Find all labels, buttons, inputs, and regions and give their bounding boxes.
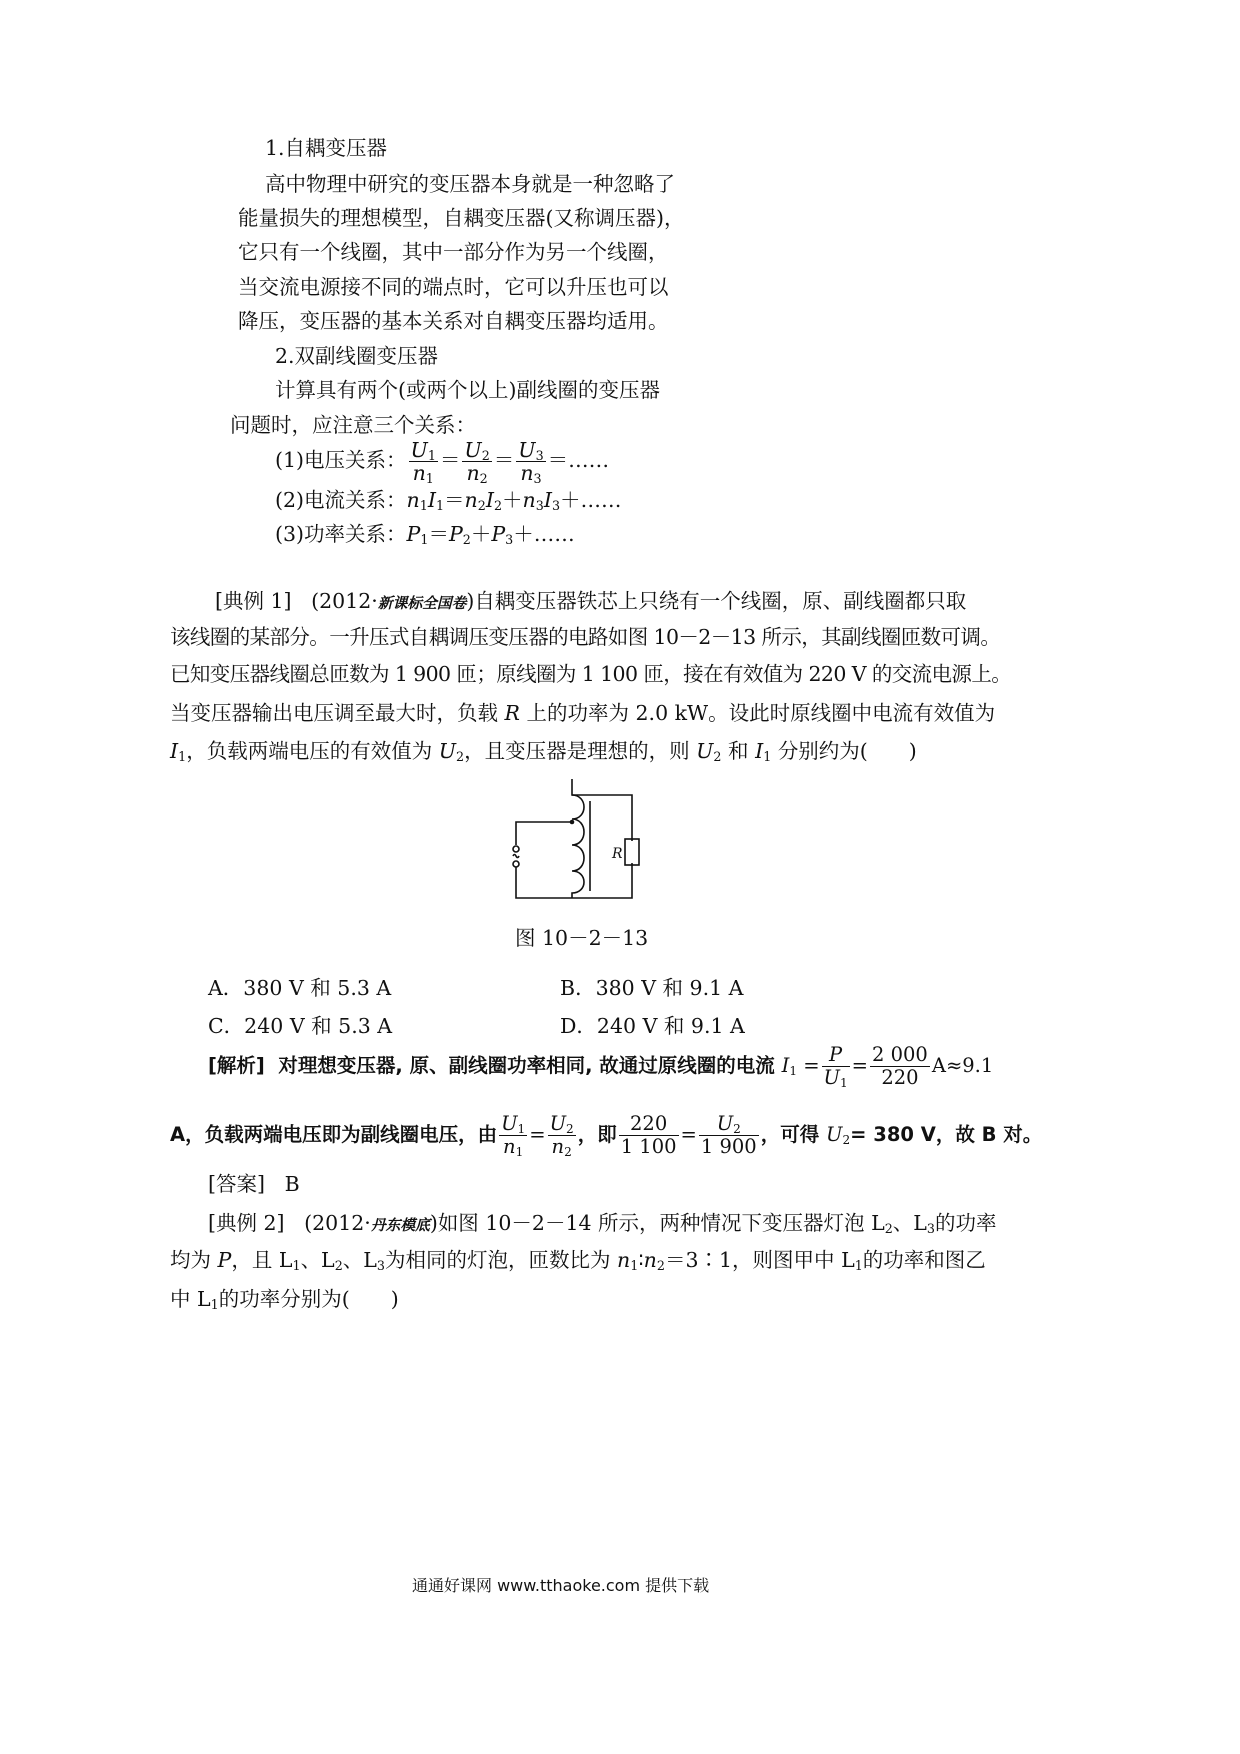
fraction-u1-n1: $\frac{U_1}{n_1}$ bbox=[410, 438, 436, 487]
example2-text: 中 L bbox=[170, 1287, 211, 1311]
example2-text: 为相同的灯泡，匝数比为 bbox=[385, 1248, 611, 1272]
tap-dot bbox=[570, 820, 575, 825]
resistor-label: R bbox=[612, 846, 623, 862]
example1-line1 bbox=[215, 589, 966, 616]
example2-text: 的功率 bbox=[935, 1211, 997, 1235]
example1-source-name: 新课标全国卷 bbox=[377, 595, 467, 612]
current-relation: (2)电流关系：$n_1I_1=n_2I_2+n_3I_3+\dots\dots$ bbox=[275, 488, 622, 514]
example1-text: ，且变压器是理想的，则 bbox=[464, 739, 690, 763]
option-b[interactable]: B．380 V 和 9.1 A bbox=[560, 976, 744, 1000]
example1-text: 分别约为( ) bbox=[777, 739, 917, 763]
example1-source-close: ) bbox=[466, 589, 475, 613]
example2-text: 、L bbox=[300, 1248, 335, 1272]
option-a[interactable]: A．380 V 和 5.3 A bbox=[208, 976, 392, 1000]
resistor bbox=[625, 839, 639, 865]
section2-line: 计算具有两个(或两个以上)副线圈的变压器 bbox=[275, 378, 660, 402]
example2-text: 、L bbox=[342, 1248, 377, 1272]
example2-text: 的功率和图乙 bbox=[862, 1248, 986, 1272]
example2-text: 如图 10－2－14 所示，两种情况下变压器灯泡 L bbox=[437, 1211, 885, 1235]
analysis-text: = 380 V，故 B 对。 bbox=[850, 1123, 1043, 1146]
analysis-tag: [解析] bbox=[208, 1054, 265, 1077]
source-top-wire bbox=[516, 822, 572, 845]
coil bbox=[572, 795, 584, 898]
example1-line5: $I_1$，负载两端电压的有效值为 $U_2$，且变压器是理想的，则 $U_2$ 和 $I_1$ 分别约为( ) bbox=[170, 739, 917, 765]
ellipsis: …… bbox=[568, 448, 610, 472]
analysis-line1: [解析] 对理想变压器, 原、副线圈功率相同, 故通过原线圈的电流 $I_1$ = $\frac{P}{U_1}$ = $\frac{2 000}{220}$ A≈9.1 bbox=[208, 1043, 994, 1091]
example2-tag: [典例 2] bbox=[208, 1211, 285, 1235]
fraction-u2-n2: $\frac{U_2}{n_2}$ bbox=[464, 438, 490, 487]
example1-line3: 已知变压器线圈总匝数为 1 900 匝；原线圈为 1 100 匝，接在有效值为 220 V 的交流电源上。 bbox=[170, 662, 1012, 686]
example2-source-name: 丹东模底 bbox=[370, 1217, 430, 1234]
example1-text: ，负载两端电压的有效值为 bbox=[186, 739, 433, 763]
analysis-text: ，即 bbox=[577, 1123, 617, 1146]
source-bottom-wire bbox=[516, 867, 572, 898]
example2-line3: 中 $L_1$的功率分别为( ) bbox=[170, 1287, 399, 1313]
analysis-text: 对理想变压器, 原、副线圈功率相同, 故通过原线圈的电流 bbox=[278, 1054, 775, 1077]
example1-line4: 当变压器输出电压调至最大时，负载 R 上的功率为 2.0 kW。设此时原线圈中电流有效值为 bbox=[170, 701, 996, 725]
example1-tag: [典例 1] bbox=[215, 589, 292, 613]
analysis-text: ≈9.1 bbox=[945, 1054, 994, 1077]
autotransformer-circuit-figure bbox=[500, 775, 650, 905]
fraction-220-1100: $\frac{220}{1 100}$ bbox=[620, 1112, 677, 1158]
fraction-p-u1: $\frac{P}{U_1}$ bbox=[823, 1043, 848, 1091]
section1-line: 能量损失的理想模型，自耦变压器(又称调压器)， bbox=[238, 206, 685, 230]
section1-line: 它只有一个线圈，其中一部分作为另一个线圈， bbox=[238, 240, 669, 264]
section2-line: 问题时，应注意三个关系： bbox=[230, 413, 476, 437]
unit-a: A bbox=[931, 1054, 946, 1077]
current-relation-label: (2)电流关系： bbox=[275, 488, 407, 512]
example1-text: 当变压器输出电压调至最大时，负载 bbox=[170, 701, 498, 725]
ellipsis: …… bbox=[580, 488, 622, 512]
fraction-u2-n2: $\frac{U_2}{n_2}$ bbox=[549, 1112, 574, 1160]
analysis-text: A，负载两端电压即为副线圈电压，由 bbox=[170, 1123, 498, 1146]
page-footer: 通通好课网 www.tthaoke.com 提供下载 bbox=[412, 1576, 710, 1595]
top-wire bbox=[572, 779, 632, 841]
voltage-relation-label: (1)电压关系： bbox=[275, 448, 407, 472]
fraction-u3-n3: $\frac{U_3}{n_3}$ bbox=[518, 438, 544, 487]
example1-source-year: (2012· bbox=[311, 589, 378, 613]
analysis-line2: A，负载两端电压即为副线圈电压，由 $\frac{U_1}{n_1}$ = $\frac{U_2}{n_2}$ ，即 $\frac{220}{1 100}$ = $\frac{U_2}{1 900}$ ，可得 $U_2= 380$ V，故 B 对。 bbox=[170, 1112, 1043, 1160]
example2-text: 均为 bbox=[170, 1248, 211, 1272]
example2-source-year: (2012· bbox=[304, 1211, 371, 1235]
example1-text: 自耦变压器铁芯上只绕有一个线圈，原、副线圈都只取 bbox=[474, 589, 967, 613]
answer-tag: [答案] bbox=[208, 1172, 265, 1196]
example1-text: 和 bbox=[728, 739, 749, 763]
fraction-u1-n1: $\frac{U_1}{n_1}$ bbox=[501, 1112, 526, 1160]
section1-line: 高中物理中研究的变压器本身就是一种忽略了 bbox=[265, 172, 675, 196]
voltage-relation: (1)电压关系： $\frac{U_1}{n_1}$ ＝ $\frac{U_2}{n_2}$ ＝ $\frac{U_3}{n_3}$ ＝…… bbox=[275, 438, 610, 487]
ellipsis: …… bbox=[533, 522, 575, 546]
bottom-wire bbox=[572, 863, 632, 898]
option-c[interactable]: C．240 V 和 5.3 A bbox=[208, 1014, 393, 1038]
section1-title: 1.自耦变压器 bbox=[265, 136, 388, 160]
example2-text: ＝3∶1，则图甲中 L bbox=[664, 1248, 855, 1272]
example2-source-close: ) bbox=[429, 1211, 438, 1235]
option-d[interactable]: D．240 V 和 9.1 A bbox=[560, 1014, 745, 1038]
example1-line2: 该线圈的某部分。一升压式自耦调压变压器的电路如图 10－2－13 所示，其副线圈匝数可调。 bbox=[170, 625, 1001, 649]
power-relation: (3)功率关系：$P_1=P_2+P_3+\dots\dots$ bbox=[275, 522, 575, 548]
section2-title: 2.双副线圈变压器 bbox=[275, 344, 439, 368]
figure-caption: 图 10－2－13 bbox=[515, 926, 649, 950]
fraction-u2-1900: $\frac{U_2}{1 900}$ bbox=[700, 1112, 757, 1158]
example1-text: 上的功率为 2.0 kW。设此时原线圈中电流有效值为 bbox=[526, 701, 996, 725]
power-relation-label: (3)功率关系： bbox=[275, 522, 407, 546]
example2-line1: [典例 2] (2012·丹东模底)如图 10－2－14 所示，两种情况下变压器灯泡 $L_2$、$L_3$的功率 bbox=[208, 1211, 997, 1237]
source-terminal-bottom bbox=[513, 861, 519, 867]
example2-text: 、L bbox=[892, 1211, 927, 1235]
analysis-text: ，可得 bbox=[760, 1123, 820, 1146]
answer-line bbox=[208, 1172, 300, 1196]
example2-text: 的功率分别为( ) bbox=[218, 1287, 399, 1311]
example2-text: ，且 L bbox=[231, 1248, 293, 1272]
source-terminal-top bbox=[513, 846, 519, 852]
ac-symbol bbox=[513, 855, 519, 858]
section1-line: 降压，变压器的基本关系对自耦变压器均适用。 bbox=[238, 309, 669, 333]
answer-value: B bbox=[284, 1172, 300, 1196]
fraction-2000-220: $\frac{2 000}{220}$ bbox=[872, 1043, 928, 1089]
section1-line: 当交流电源接不同的端点时，它可以升压也可以 bbox=[238, 275, 669, 299]
example2-line2: 均为 P，且 $L_1$、$L_2$、$L_3$为相同的灯泡，匝数比为 $n_1∶n_2=3∶1$，则图甲中 $L_1$的功率和图乙 bbox=[170, 1248, 986, 1274]
